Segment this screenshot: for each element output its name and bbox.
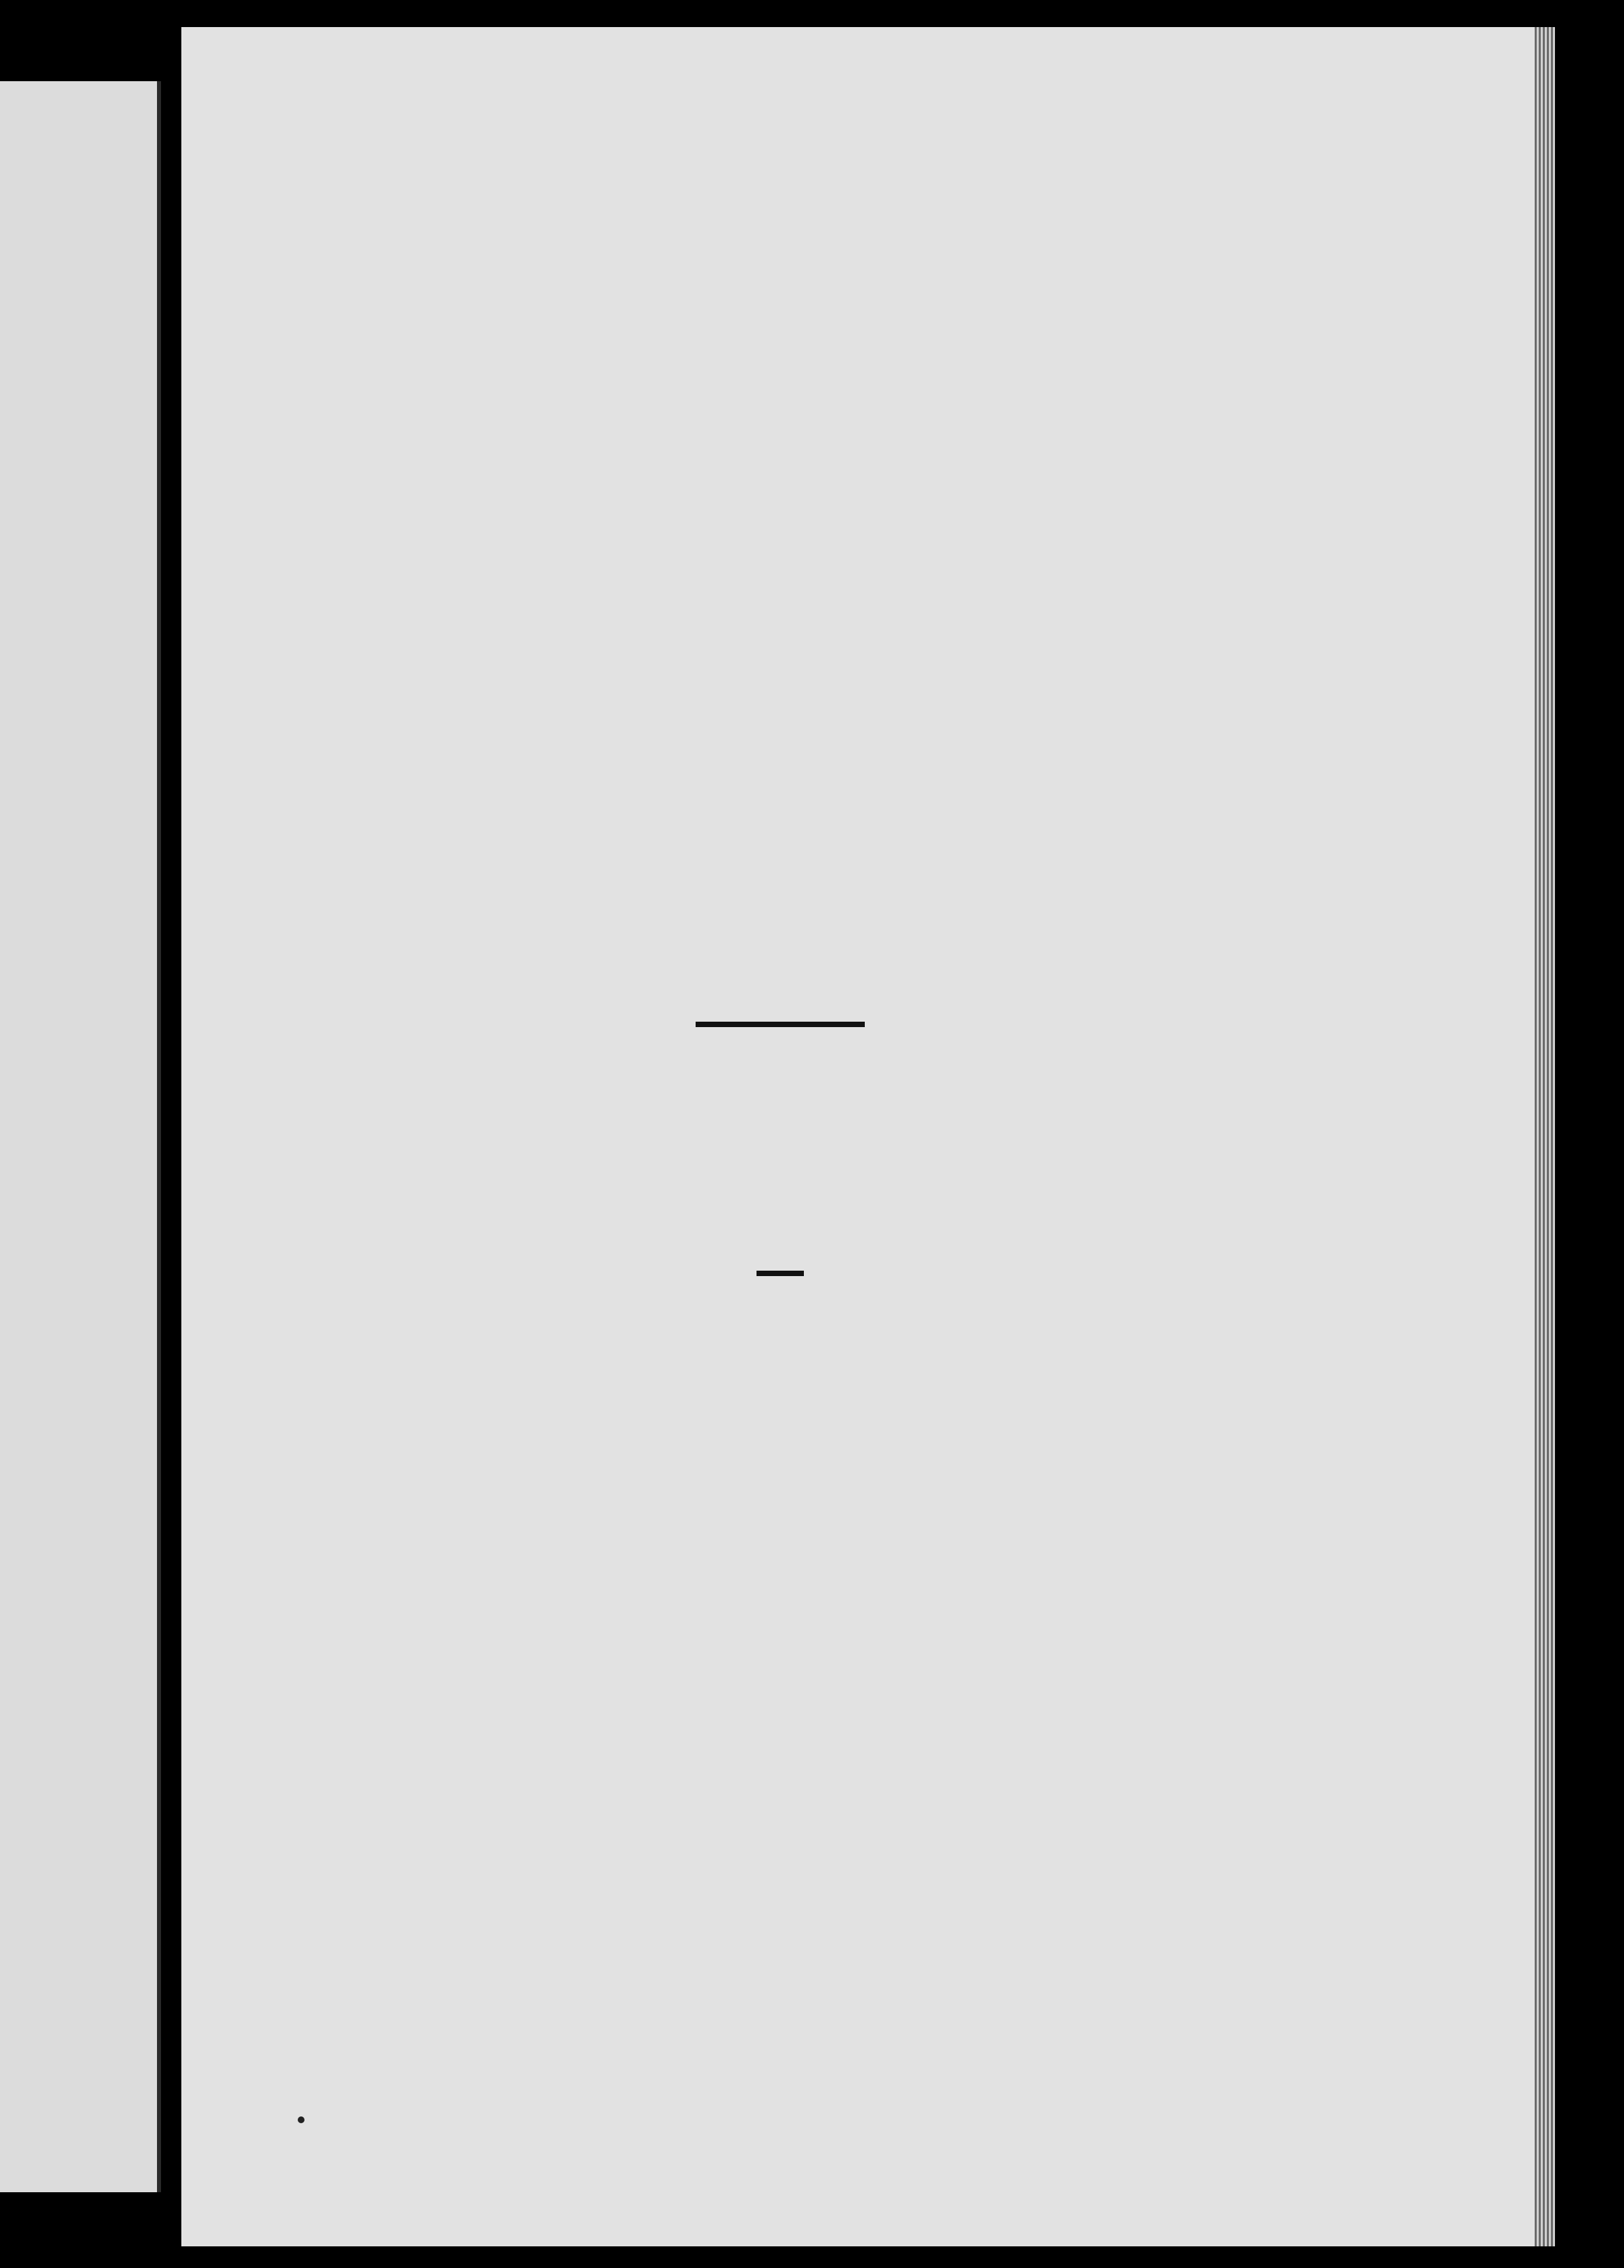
left-page-sliver [0,81,161,2192]
running-head [181,196,1514,244]
book-page [181,27,1555,2246]
ink-dot [298,2116,304,2123]
heading-short-rule [757,1271,804,1276]
section-divider-rule [696,1022,865,1027]
page-edge [1535,27,1555,2246]
